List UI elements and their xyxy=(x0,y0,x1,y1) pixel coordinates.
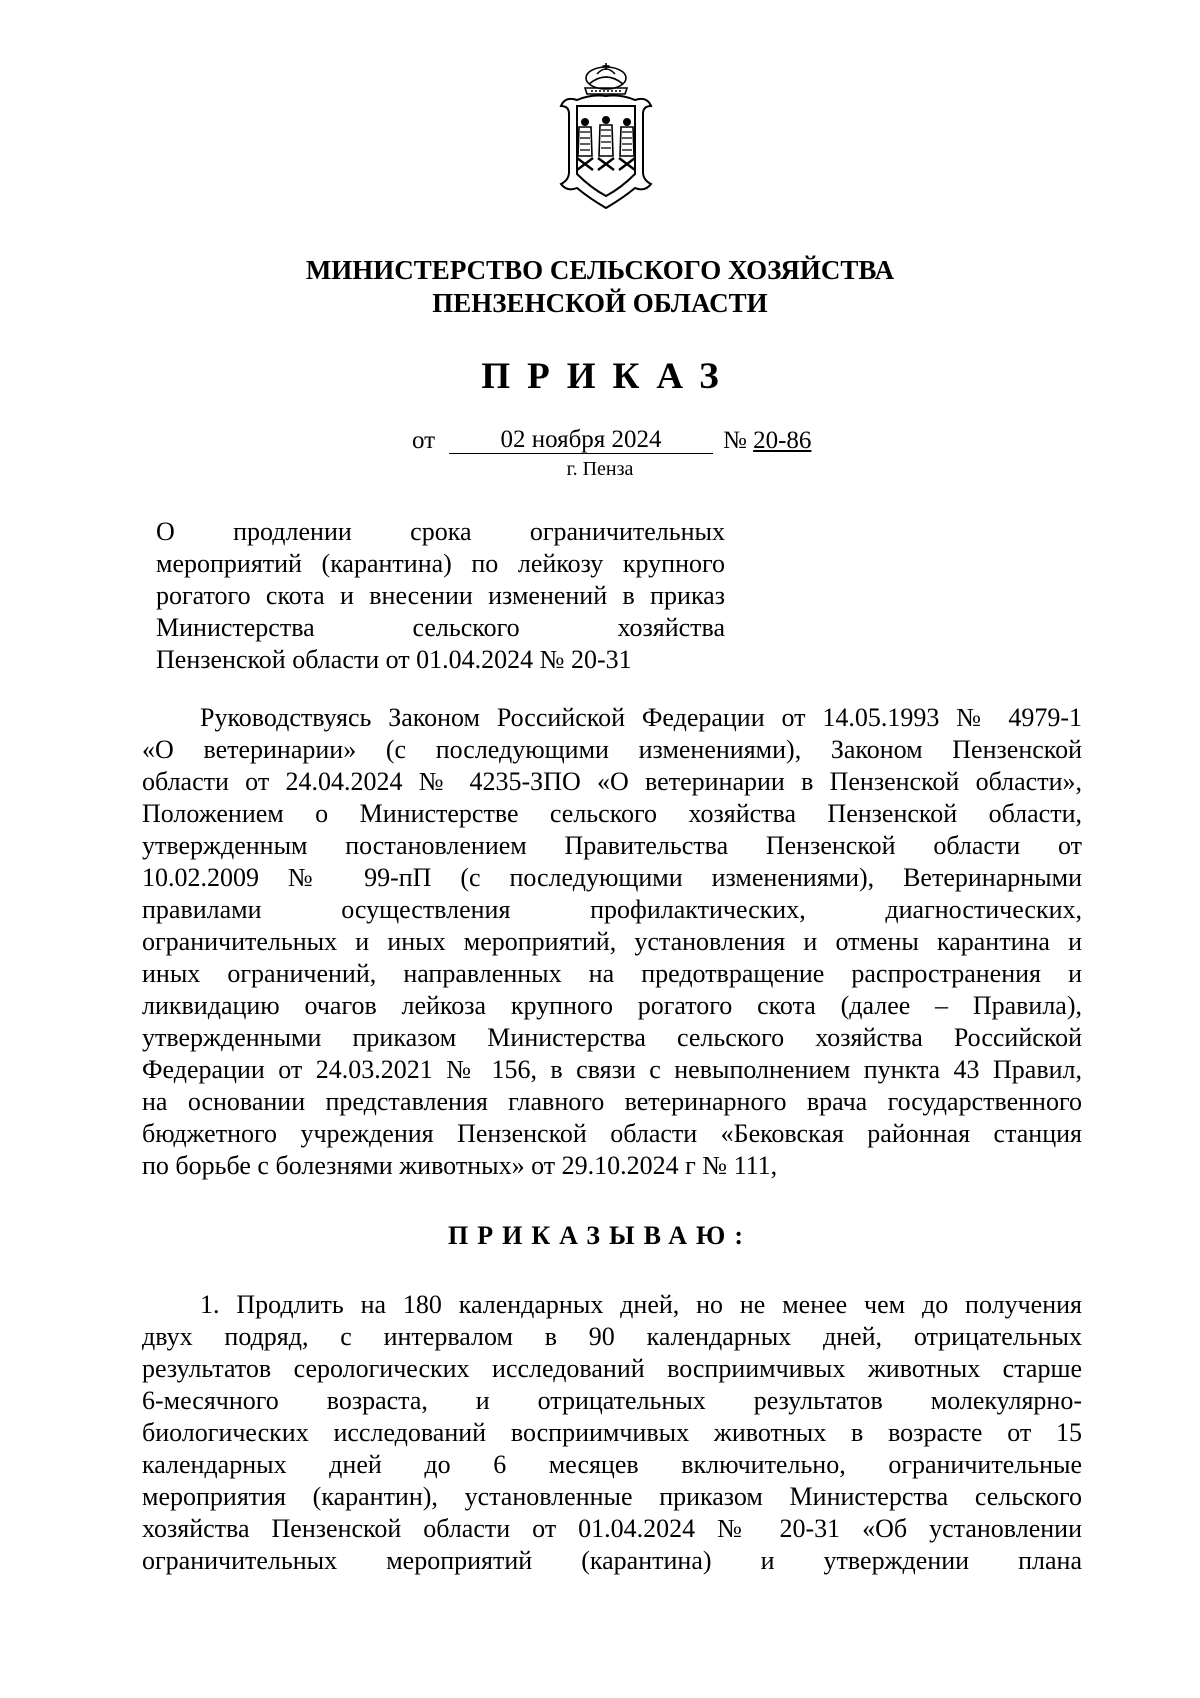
preamble-line: Руководствуясь Законом Российской Федерации от 14.05.1993 № 4979-1 xyxy=(200,703,1082,732)
preamble-line: Положением о Министерстве сельского хозяйства Пензенской области, xyxy=(142,799,1082,828)
organization-name-line1: МИНИСТЕРСТВО СЕЛЬСКОГО ХОЗЯЙСТВА xyxy=(305,255,895,285)
preamble-line: ограничительных и иных мероприятий, установления и отмены карантина и xyxy=(142,927,1082,956)
preamble-line: ликвидацию очагов лейкоза крупного рогатого скота (далее – Правила), xyxy=(142,991,1082,1020)
clause-line: календарных дней до 6 месяцев включительно, ограничительные xyxy=(142,1450,1082,1479)
preamble-line: 10.02.2009 № 99-пП (с последующими изменениями), Ветеринарными xyxy=(142,863,1082,892)
organization-name-line2: ПЕНЗЕНСКОЙ ОБЛАСТИ xyxy=(432,288,768,318)
number-label: № xyxy=(723,427,747,454)
preamble-line: Федерации от 24.03.2021 № 156, в связи с невыполнением пункта 43 Правил, xyxy=(142,1055,1082,1084)
document-type-title: ПРИКАЗ xyxy=(481,356,736,397)
preamble-line: утвержденными приказом Министерства сельского хозяйства Российской xyxy=(142,1023,1082,1052)
number-value: 20-86 xyxy=(753,427,812,454)
city-name: г. Пенза xyxy=(566,458,634,480)
order-heading: ПРИКАЗЫВАЮ: xyxy=(448,1221,752,1250)
clause-line: мероприятия (карантин), установленные приказом Министерства сельского xyxy=(142,1482,1082,1511)
subject-line: Пензенской области от 01.04.2024 № 20-31 xyxy=(156,645,632,674)
subject-line: Министерства сельского хозяйства xyxy=(156,613,725,642)
preamble-line: бюджетного учреждения Пензенской области «Бековская районная станция xyxy=(142,1119,1082,1148)
subject-line: мероприятий (карантина) по лейкозу крупного xyxy=(156,549,725,578)
preamble-line: правилами осуществления профилактических, диагностических, xyxy=(142,895,1082,924)
clause-line: биологических исследований восприимчивых животных в возрасте от 15 xyxy=(142,1418,1082,1447)
clause-line: 6-месячного возраста, и отрицательных результатов молекулярно- xyxy=(142,1386,1082,1415)
clause-1-paragraph xyxy=(142,1289,1082,1577)
preamble-paragraph xyxy=(142,702,1082,1182)
preamble-line: по борьбе с болезнями животных» от 29.10.2024 г № 111, xyxy=(142,1151,778,1180)
date-prefix: от xyxy=(412,427,436,454)
document-number xyxy=(723,426,811,456)
subject-line: рогатого скота и внесении изменений в приказ xyxy=(156,581,725,610)
preamble-line: утвержденным постановлением Правительства Пензенской области от xyxy=(142,831,1082,860)
clause-line: хозяйства Пензенской области от 01.04.2024 № 20-31 «Об установлении xyxy=(142,1514,1082,1543)
clause-line: 1. Продлить на 180 календарных дней, но не менее чем до получения xyxy=(200,1290,1082,1319)
coat-of-arms-icon xyxy=(555,62,657,212)
preamble-line: на основании представления главного ветеринарного врача государственного xyxy=(142,1087,1082,1116)
preamble-line: области от 24.04.2024 № 4235-ЗПО «О ветеринарии в Пензенской области», xyxy=(142,767,1082,796)
document-subject xyxy=(156,516,725,676)
document-date: 02 ноября 2024 xyxy=(449,426,713,454)
preamble-line: иных ограничений, направленных на предотвращение распространения и xyxy=(142,959,1082,988)
preamble-line: «О ветеринарии» (с последующими изменениями), Законом Пензенской xyxy=(142,735,1082,764)
clause-line: результатов серологических исследований восприимчивых животных старше xyxy=(142,1354,1082,1383)
clause-line: двух подряд, с интервалом в 90 календарных дней, отрицательных xyxy=(142,1322,1082,1351)
subject-line: О продлении срока ограничительных xyxy=(156,517,725,546)
clause-line: ограничительных мероприятий (карантина) и утверждении плана xyxy=(142,1546,1082,1575)
